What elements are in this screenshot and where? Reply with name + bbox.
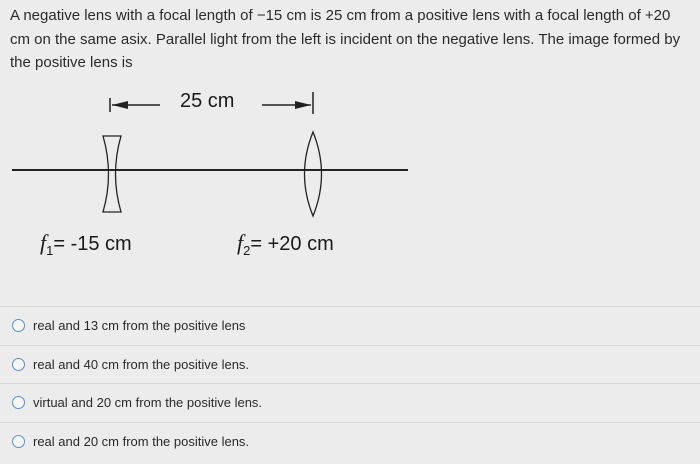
radio-button-icon[interactable] [12,319,25,332]
answer-option-3[interactable] [0,383,700,422]
option-label: real and 20 cm from the positive lens. [33,433,250,449]
question-text: A negative lens with a focal length of −15 cm is 25 cm from a positive lens with a focal length of +20 cm on the same asix. Parallel light from the left is incident on the negative lens. The image formed by the positive lens is [10,7,681,71]
f2-value: = +20 cm [250,233,334,255]
answer-option-1[interactable] [0,306,700,345]
positive-lens [305,132,322,216]
answer-option-4[interactable] [0,422,700,461]
f2-subscript: 2 [243,243,251,258]
answer-option-2[interactable] [0,345,700,384]
option-label: virtual and 20 cm from the positive lens. [33,395,263,411]
focal-length-2-label [237,230,334,258]
answer-options [0,306,700,460]
lens-separation-label: 25 cm [180,90,235,112]
radio-button-icon[interactable] [12,358,25,371]
f1-subscript: 1 [46,243,54,258]
f2-symbol: f [237,230,244,255]
radio-button-icon[interactable] [12,396,25,409]
f1-symbol: f [40,230,47,255]
dimension-right-arrowhead [295,101,311,109]
radio-button-icon[interactable] [12,435,25,448]
dimension-left-arrowhead [112,101,128,109]
negative-lens [103,136,121,212]
option-label: real and 13 cm from the positive lens [33,318,246,334]
focal-length-1-label [40,230,132,258]
f1-value: = -15 cm [53,233,132,255]
lens-diagram [0,86,420,266]
option-label: real and 40 cm from the positive lens. [33,356,250,372]
